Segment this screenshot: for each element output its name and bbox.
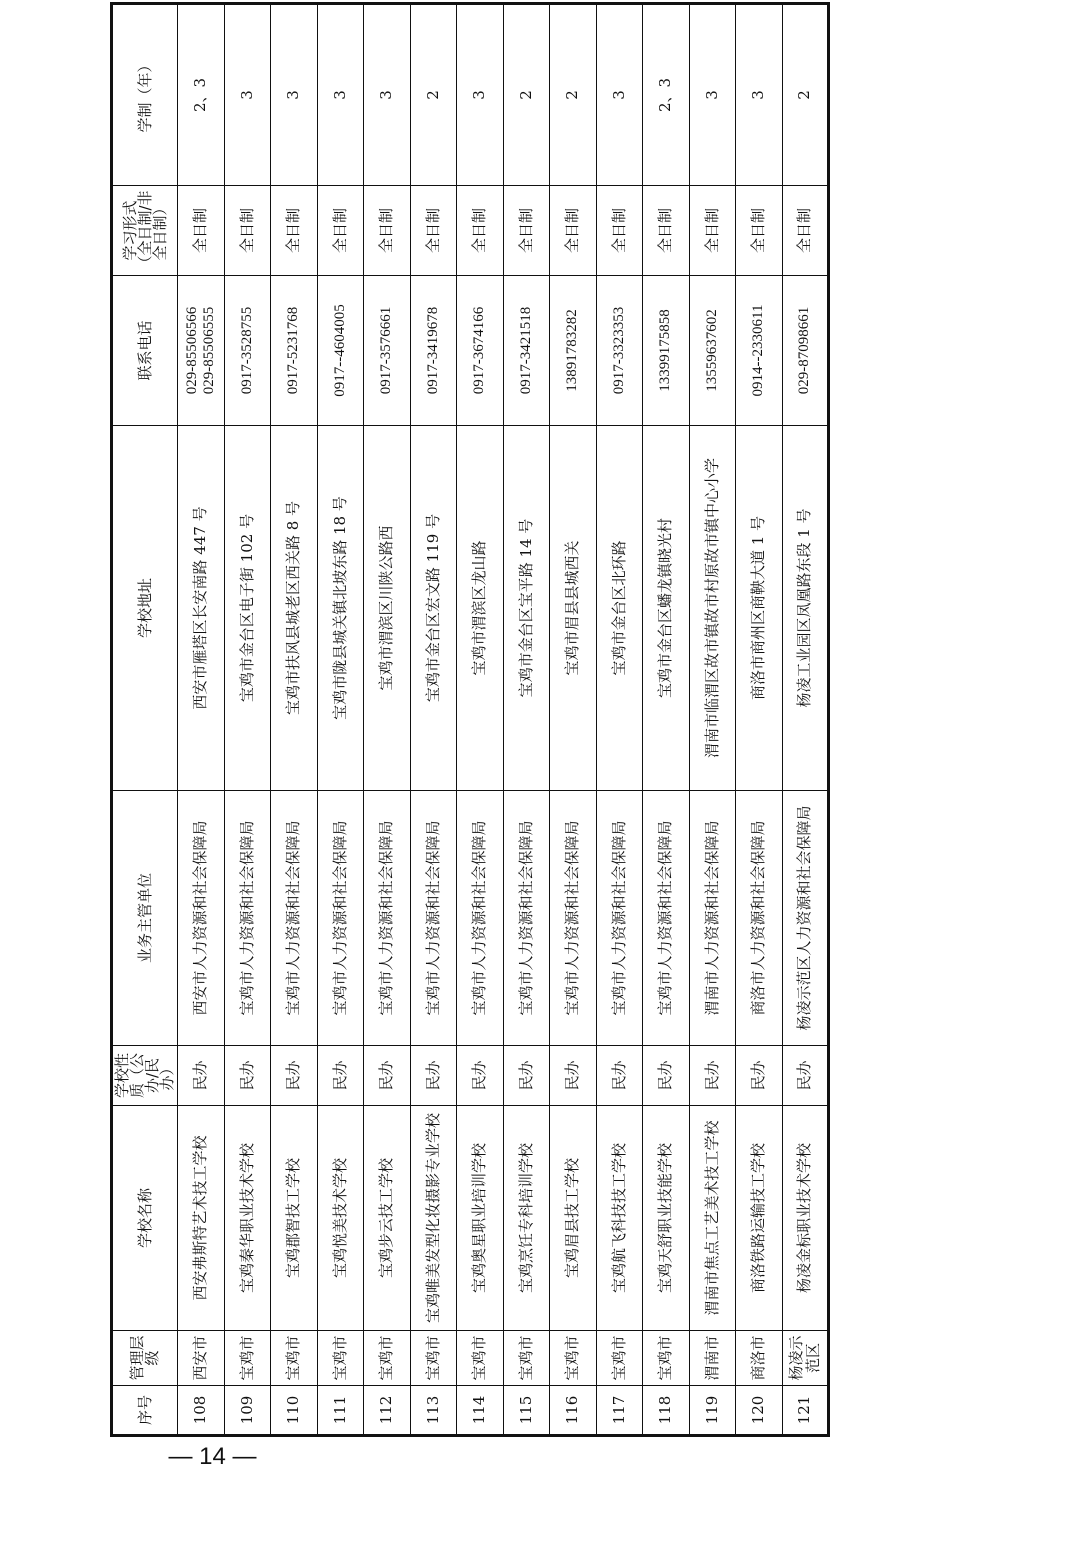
cell-address: 宝鸡市渭滨区川陕公路西 (364, 426, 411, 791)
cell-nature: 民办 (596, 1046, 643, 1106)
cell-mode: 全日制 (224, 186, 271, 276)
header-years: 学制（年） (112, 4, 178, 186)
cell-nature: 民办 (689, 1046, 736, 1106)
table-row (596, 4, 643, 1436)
cell-level: 宝鸡市 (317, 1331, 364, 1386)
cell-mode: 全日制 (550, 186, 597, 276)
cell-nature: 民办 (736, 1046, 783, 1106)
cell-dept: 宝鸡市人力资源和社会保障局 (596, 791, 643, 1046)
cell-address: 宝鸡市陇县城关镇北坡东路 18 号 (317, 426, 364, 791)
cell-years: 2 (550, 4, 597, 186)
table-row (457, 4, 504, 1436)
phone-line: 13399175858 (657, 309, 674, 392)
cell-phone (596, 276, 643, 426)
cell-level: 宝鸡市 (271, 1331, 318, 1386)
cell-years: 2 (782, 4, 829, 186)
cell-address: 宝鸡市金台区蟠龙镇晓光村 (643, 426, 690, 791)
cell-dept: 渭南市人力资源和社会保障局 (689, 791, 736, 1046)
cell-no: 108 (178, 1386, 225, 1436)
cell-dept: 宝鸡市人力资源和社会保障局 (503, 791, 550, 1046)
cell-name: 西安弗斯特艺术技工学校 (178, 1106, 225, 1331)
cell-no: 111 (317, 1386, 364, 1436)
cell-years: 2、3 (643, 4, 690, 186)
cell-dept: 宝鸡市人力资源和社会保障局 (364, 791, 411, 1046)
cell-no: 121 (782, 1386, 829, 1436)
cell-level: 西安市 (178, 1331, 225, 1386)
cell-phone (364, 276, 411, 426)
table-row (782, 4, 829, 1436)
phone-line: 0917-3576661 (378, 306, 395, 395)
phone-line: 029-87098661 (796, 306, 813, 395)
phone-line: 0917-3323353 (610, 306, 627, 395)
cell-mode: 全日制 (364, 186, 411, 276)
cell-level: 商洛市 (736, 1331, 783, 1386)
cell-phone (457, 276, 504, 426)
table-row (317, 4, 364, 1436)
cell-name: 宝鸡秦华职业技术学校 (224, 1106, 271, 1331)
cell-nature: 民办 (457, 1046, 504, 1106)
cell-nature: 民办 (550, 1046, 597, 1106)
cell-years: 3 (457, 4, 504, 186)
cell-no: 118 (643, 1386, 690, 1436)
cell-address: 杨凌工业园区凤凰路东段 1 号 (782, 426, 829, 791)
cell-name: 宝鸡天舒职业技能学校 (643, 1106, 690, 1331)
cell-dept: 宝鸡市人力资源和社会保障局 (643, 791, 690, 1046)
cell-mode: 全日制 (457, 186, 504, 276)
cell-level: 杨凌示范区 (782, 1331, 829, 1386)
table-row (224, 4, 271, 1436)
cell-no: 119 (689, 1386, 736, 1436)
cell-dept: 商洛市人力资源和社会保障局 (736, 791, 783, 1046)
cell-phone (736, 276, 783, 426)
table-header-row (112, 4, 178, 1436)
cell-mode: 全日制 (782, 186, 829, 276)
table-row (643, 4, 690, 1436)
cell-nature: 民办 (317, 1046, 364, 1106)
phone-line: 0917--4604005 (331, 304, 348, 397)
phone-line: 0917-5231768 (285, 306, 302, 395)
header-mode: 学习形式（全日制/非全日制） (112, 186, 178, 276)
cell-level: 渭南市 (689, 1331, 736, 1386)
cell-dept: 宝鸡市人力资源和社会保障局 (410, 791, 457, 1046)
cell-dept: 宝鸡市人力资源和社会保障局 (224, 791, 271, 1046)
cell-name: 宝鸡步云技工学校 (364, 1106, 411, 1331)
cell-level: 宝鸡市 (457, 1331, 504, 1386)
cell-mode: 全日制 (178, 186, 225, 276)
cell-mode: 全日制 (736, 186, 783, 276)
header-name: 学校名称 (112, 1106, 178, 1331)
cell-name: 宝鸡悦美技术学校 (317, 1106, 364, 1331)
cell-no: 112 (364, 1386, 411, 1436)
header-address: 学校地址 (112, 426, 178, 791)
cell-no: 110 (271, 1386, 318, 1436)
cell-years: 3 (317, 4, 364, 186)
phone-line: 0917-3674166 (471, 306, 488, 395)
cell-name: 杨凌金标职业技术学校 (782, 1106, 829, 1331)
phone-line: 0917-3528755 (238, 306, 255, 395)
cell-no: 114 (457, 1386, 504, 1436)
cell-phone (224, 276, 271, 426)
cell-level: 宝鸡市 (224, 1331, 271, 1386)
cell-mode: 全日制 (271, 186, 318, 276)
cell-name: 宝鸡奥星职业培训学校 (457, 1106, 504, 1331)
header-nature: 学校性质（公办/民办） (112, 1046, 178, 1106)
cell-phone (178, 276, 225, 426)
table-row (503, 4, 550, 1436)
table-row (364, 4, 411, 1436)
cell-phone (410, 276, 457, 426)
cell-years: 3 (689, 4, 736, 186)
cell-nature: 民办 (364, 1046, 411, 1106)
cell-address: 宝鸡市金台区电子街 102 号 (224, 426, 271, 791)
table-row (550, 4, 597, 1436)
cell-no: 116 (550, 1386, 597, 1436)
cell-phone (550, 276, 597, 426)
cell-mode: 全日制 (317, 186, 364, 276)
cell-address: 宝鸡市眉县县城西关 (550, 426, 597, 791)
cell-address: 宝鸡市金台区宝平路 14 号 (503, 426, 550, 791)
cell-address: 渭南市临渭区故市镇故市村原故市镇中心小学 (689, 426, 736, 791)
cell-years: 2、3 (178, 4, 225, 186)
page-number: — 14 — (168, 1443, 257, 1470)
cell-nature: 民办 (224, 1046, 271, 1106)
cell-name: 商洛铁路运输技工学校 (736, 1106, 783, 1331)
cell-nature: 民办 (503, 1046, 550, 1106)
cell-no: 113 (410, 1386, 457, 1436)
cell-dept: 宝鸡市人力资源和社会保障局 (317, 791, 364, 1046)
cell-years: 2 (503, 4, 550, 186)
cell-phone (271, 276, 318, 426)
cell-nature: 民办 (271, 1046, 318, 1106)
cell-level: 宝鸡市 (550, 1331, 597, 1386)
cell-mode: 全日制 (689, 186, 736, 276)
cell-no: 120 (736, 1386, 783, 1436)
cell-address: 商洛市商州区商鞅大道 1 号 (736, 426, 783, 791)
cell-mode: 全日制 (643, 186, 690, 276)
header-level: 管理层级 (112, 1331, 178, 1386)
rotated-table-container (110, 5, 830, 1437)
cell-address: 宝鸡市扶风县城老区西关路 8 号 (271, 426, 318, 791)
cell-years: 3 (271, 4, 318, 186)
cell-dept: 宝鸡市人力资源和社会保障局 (457, 791, 504, 1046)
cell-nature: 民办 (178, 1046, 225, 1106)
cell-phone (689, 276, 736, 426)
cell-level: 宝鸡市 (364, 1331, 411, 1386)
cell-level: 宝鸡市 (503, 1331, 550, 1386)
cell-phone (503, 276, 550, 426)
cell-years: 3 (364, 4, 411, 186)
cell-years: 3 (736, 4, 783, 186)
phone-line: 0917-3419678 (424, 306, 441, 395)
table-row (410, 4, 457, 1436)
cell-dept: 宝鸡市人力资源和社会保障局 (550, 791, 597, 1046)
cell-name: 宝鸡烹饪专科培训学校 (503, 1106, 550, 1331)
table-row (736, 4, 783, 1436)
table-row (271, 4, 318, 1436)
cell-address: 宝鸡市渭滨区龙山路 (457, 426, 504, 791)
phone-line: 13559637602 (703, 309, 720, 392)
cell-mode: 全日制 (596, 186, 643, 276)
cell-no: 115 (503, 1386, 550, 1436)
cell-phone (643, 276, 690, 426)
cell-phone (782, 276, 829, 426)
phone-line-2: 029-85506555 (200, 306, 217, 395)
cell-nature: 民办 (643, 1046, 690, 1106)
cell-level: 宝鸡市 (643, 1331, 690, 1386)
cell-address: 西安市雁塔区长安南路 447 号 (178, 426, 225, 791)
cell-mode: 全日制 (503, 186, 550, 276)
header-dept: 业务主管单位 (112, 791, 178, 1046)
school-list-table (110, 2, 830, 1437)
cell-nature: 民办 (782, 1046, 829, 1106)
cell-years: 3 (224, 4, 271, 186)
cell-years: 2 (410, 4, 457, 186)
cell-dept: 西安市人力资源和社会保障局 (178, 791, 225, 1046)
header-no: 序号 (112, 1386, 178, 1436)
table-row (689, 4, 736, 1436)
cell-name: 渭南市焦点工艺美术技工学校 (689, 1106, 736, 1331)
header-phone: 联系电话 (112, 276, 178, 426)
phone-line: 0917-3421518 (517, 306, 534, 395)
cell-name: 宝鸡唯美发型化妆摄影专业学校 (410, 1106, 457, 1331)
cell-mode: 全日制 (410, 186, 457, 276)
cell-name: 宝鸡眉县技工学校 (550, 1106, 597, 1331)
cell-name: 宝鸡郡智技工学校 (271, 1106, 318, 1331)
phone-line: 13891783282 (564, 309, 581, 392)
cell-name: 宝鸡航飞科技技工学校 (596, 1106, 643, 1331)
cell-level: 宝鸡市 (410, 1331, 457, 1386)
cell-dept: 宝鸡市人力资源和社会保障局 (271, 791, 318, 1046)
phone-line: 029-85506566 (183, 306, 200, 395)
cell-no: 117 (596, 1386, 643, 1436)
cell-nature: 民办 (410, 1046, 457, 1106)
phone-line: 0914--2330611 (750, 304, 767, 397)
cell-address: 宝鸡市金台区宏文路 119 号 (410, 426, 457, 791)
cell-phone (317, 276, 364, 426)
cell-address: 宝鸡市金台区北环路 (596, 426, 643, 791)
cell-level: 宝鸡市 (596, 1331, 643, 1386)
cell-no: 109 (224, 1386, 271, 1436)
cell-dept: 杨凌示范区人力资源和社会保障局 (782, 791, 829, 1046)
cell-years: 3 (596, 4, 643, 186)
table-row (178, 4, 225, 1436)
